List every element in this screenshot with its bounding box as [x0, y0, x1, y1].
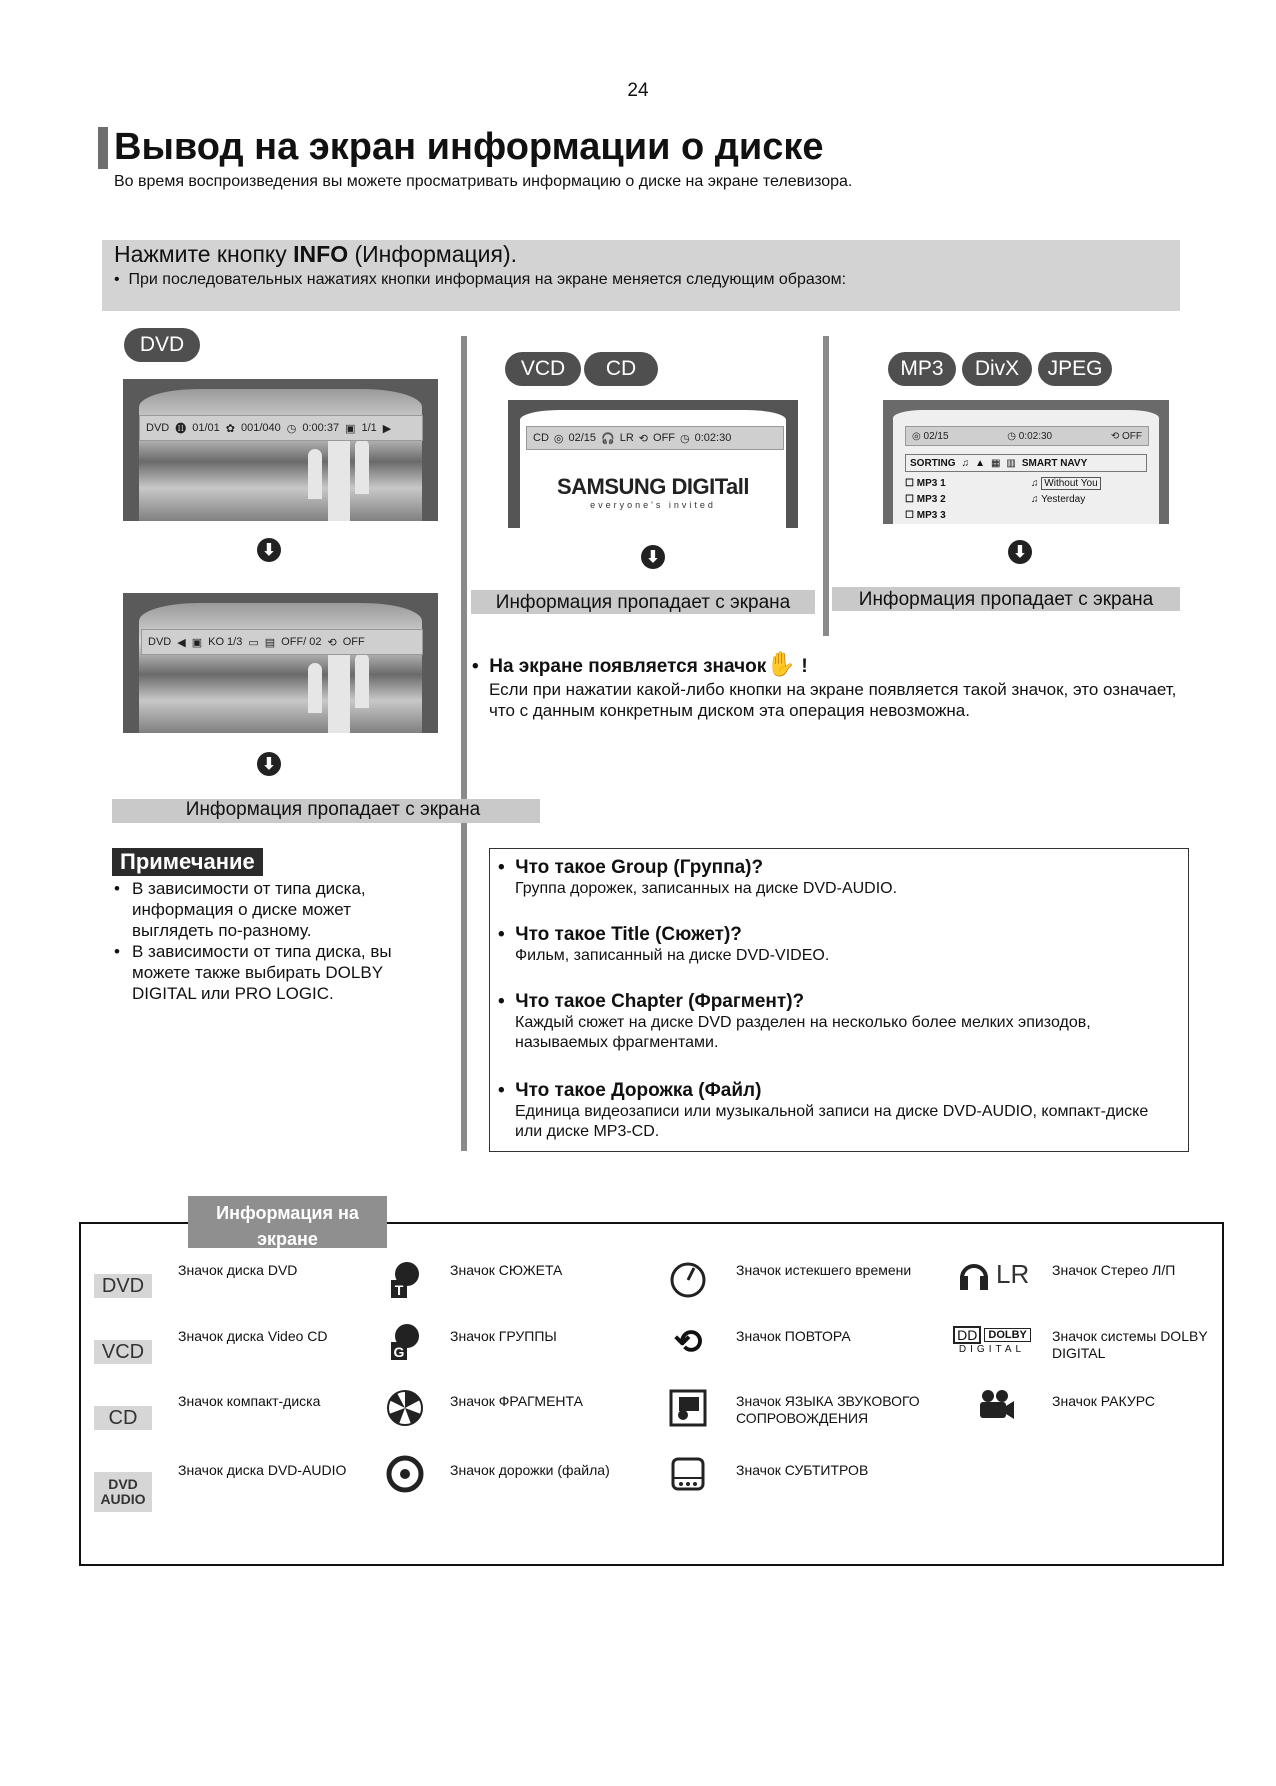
sorting-label: SORTING	[910, 457, 956, 469]
down-arrow-icon: ⬇	[257, 752, 281, 776]
definition-item	[498, 924, 1178, 966]
list-item[interactable]: ☐ MP3 3	[905, 508, 1015, 518]
dolby-digital-icon: ▭	[248, 636, 259, 649]
note-item	[114, 941, 424, 1004]
osd-repeat-group	[1111, 431, 1142, 442]
vcd-screen	[508, 400, 798, 528]
repeat-icon: ⟲	[1110, 430, 1120, 442]
dvd-screen-2	[123, 593, 438, 733]
osd-angle: 1/1	[361, 422, 377, 434]
info-heading-key: INFO	[293, 241, 349, 267]
file-name: MP3 1	[916, 478, 946, 489]
mp3-osd-bar	[905, 426, 1149, 446]
info-bullet: • При последовательных нажатиях кнопки информация на экране меняется следующим образом:	[114, 271, 847, 288]
mp3-song-list	[1031, 476, 1149, 508]
osd-disc: DVD	[148, 636, 172, 648]
bullet-icon: •	[114, 942, 120, 961]
list-item[interactable]: ♫ Yesterday	[1031, 494, 1086, 505]
sky-image	[139, 389, 422, 521]
column-divider-2	[823, 336, 829, 636]
subtitle-icon: ▤	[264, 636, 276, 649]
cactus-arm	[308, 663, 322, 713]
legend-label: Значок диска DVD	[178, 1262, 298, 1278]
track-icon	[385, 1454, 425, 1494]
legend-label: Значок ФРАГМЕНТА	[450, 1393, 583, 1409]
mp3-badge: MP3	[888, 352, 956, 386]
definition-question-text: Что такое Group (Группа)?	[515, 857, 764, 878]
dvd-osd-bar-1	[139, 415, 423, 441]
legend-label: Значок СЮЖЕТА	[450, 1262, 563, 1278]
subtitle-icon	[668, 1454, 708, 1494]
smart-navy-label[interactable]: SMART NAVY	[1021, 457, 1088, 469]
info-heading	[114, 241, 517, 268]
down-arrow-icon: ⬇	[257, 538, 281, 562]
cactus-arm	[355, 653, 369, 708]
dvd-screen-1	[123, 379, 438, 521]
osd-time: 0:02:30	[694, 432, 732, 444]
chapter-icon: ✿	[225, 422, 235, 435]
film-sort-icon[interactable]: ▦	[990, 457, 1001, 469]
osd-disc: DVD	[146, 422, 170, 434]
legend-label: Значок системы DOLBY DIGITAL	[1052, 1328, 1208, 1361]
osd-track: 02/15	[568, 432, 597, 444]
music-sort-icon[interactable]: ♫	[961, 457, 970, 469]
note-heading: Примечание	[112, 848, 263, 876]
dvd-disc-icon: DVD	[94, 1274, 152, 1298]
repeat-icon: ⟲	[673, 1323, 703, 1361]
file-name: MP3 3	[916, 510, 946, 518]
chapter-icon	[385, 1388, 425, 1428]
osd-track-group	[912, 431, 949, 442]
dvd-audio-disc-icon: DVD AUDIO	[94, 1472, 152, 1512]
mp3-sort-bar	[905, 454, 1147, 472]
track-icon: ◎	[912, 430, 921, 442]
title-icon: ⓫	[175, 423, 187, 435]
info-disappears-label: Информация пропадает с экрана	[832, 587, 1180, 611]
definition-answer: Каждый сюжет на диске DVD разделен на несколько более мелких эпизодов, называемых фрагментами.	[515, 1014, 1091, 1051]
page-number: 24	[627, 80, 649, 101]
samsung-brand: SAMSUNG DIGITall	[556, 474, 750, 499]
legend-label: Значок Стерео Л/П	[1052, 1262, 1176, 1278]
legend-label: Значок РАКУРС	[1052, 1393, 1155, 1409]
definition-question: • Что такое Дорожка (Файл)	[498, 1080, 762, 1101]
dvd-badge: DVD	[124, 328, 200, 362]
legend-label: Значок дорожки (файла)	[450, 1462, 610, 1478]
stereo-icon	[956, 1256, 1029, 1292]
stereo-icon-text: LR	[996, 1258, 1030, 1289]
samsung-logo	[538, 474, 768, 510]
osd-subtitle: OFF/ 02	[281, 636, 322, 648]
legend-label: Значок ПОВТОРА	[736, 1328, 851, 1344]
title-icon	[385, 1260, 425, 1300]
stereo-icon: 🎧	[601, 432, 615, 445]
info-disappears-label: Информация пропадает с экрана	[471, 590, 815, 614]
group-icon	[385, 1322, 425, 1362]
repeat-icon: ⟲	[327, 636, 337, 649]
definition-question: • Что такое Chapter (Фрагмент)?	[498, 991, 805, 1012]
cd-badge: CD	[584, 352, 658, 386]
song-name: Without You	[1041, 477, 1100, 490]
bullet-icon: •	[114, 879, 120, 898]
definition-question: • Что такое Title (Сюжет)?	[498, 924, 742, 945]
elapsed-time-icon: ◷	[286, 422, 297, 435]
repeat-icon: ⟲	[638, 432, 649, 445]
angle-icon	[976, 1386, 1016, 1426]
osd-audio: LR	[619, 432, 634, 444]
dvd-osd-bar-2	[141, 629, 423, 655]
hand-note-heading-text: На экране появляется значок	[489, 656, 767, 677]
definition-question: • Что такое Group (Группа)?	[498, 857, 764, 878]
elapsed-time-icon	[668, 1260, 708, 1300]
definition-question-text: Что такое Title (Сюжет)?	[515, 924, 742, 945]
all-sort-icon[interactable]: ▥	[1006, 457, 1016, 469]
legend-label: Значок истекшего времени	[736, 1262, 912, 1278]
list-item[interactable]: ☐ MP3 1	[905, 478, 946, 489]
file-name: MP3 2	[916, 494, 946, 505]
vcd-badge: VCD	[505, 352, 581, 386]
down-arrow-icon: ⬇	[1008, 540, 1032, 564]
osd-repeat: OFF	[342, 636, 365, 648]
osd-language: KO 1/3	[208, 636, 243, 648]
elapsed-time-icon: ◷	[680, 432, 690, 445]
legend-label: Значок диска Video CD	[178, 1328, 328, 1344]
svg-text:G: G	[393, 1344, 405, 1360]
column-divider-1	[461, 336, 467, 1151]
hand-note-body: Если при нажатии какой-либо кнопки на экране появляется такой значок, это означает, что с данным конкретным диском эта операция невозможна.	[489, 680, 1177, 720]
dolby-mark	[954, 1326, 1030, 1344]
vcd-osd-bar	[526, 426, 784, 450]
hand-icon-note	[472, 650, 1182, 721]
hand-icon: ✋	[766, 651, 797, 678]
legend-label: Значок диска DVD-AUDIO	[178, 1462, 347, 1478]
osd-chapter: 001/040	[240, 422, 281, 434]
dolby-digital-word: DIGITAL	[958, 1344, 1026, 1355]
definition-item	[498, 1080, 1178, 1142]
vcd-disc-icon: VCD	[94, 1340, 152, 1364]
osd-time: 0:02:30	[1018, 430, 1053, 442]
cd-disc-icon: CD	[94, 1406, 152, 1430]
definition-question-text: Что такое Chapter (Фрагмент)?	[515, 991, 805, 1012]
definition-answer: Единица видеозаписи или музыкальной записи на диске DVD-AUDIO, компакт-диске или диске MP3-CD.	[515, 1103, 1149, 1140]
note-list	[114, 878, 424, 1004]
sky-image	[139, 603, 422, 733]
down-arrow-icon: ⬇	[641, 545, 665, 569]
title-accent-bar	[98, 127, 108, 169]
info-bullet-text: При последовательных нажатиях кнопки информация на экране меняется следующим образом:	[128, 271, 847, 288]
mp3-file-list	[905, 476, 1015, 518]
osd-title: 01/01	[192, 422, 220, 434]
dolby-digital-icon	[954, 1326, 1030, 1355]
osd-repeat: OFF	[653, 432, 676, 444]
info-heading-pre: Нажмите кнопку	[114, 241, 294, 267]
info-disappears-label: Информация пропадает с экрана	[112, 799, 540, 823]
play-icon: ▶	[382, 422, 392, 435]
osd-time: 0:00:37	[302, 422, 340, 434]
osd-track: 02/15	[923, 430, 949, 442]
legend-tab: Информация на экране	[188, 1196, 387, 1248]
definition-answer: Фильм, записанный на диске DVD-VIDEO.	[515, 947, 830, 964]
song-name: Yesterday	[1041, 494, 1086, 505]
page-title: Вывод на экран информации о диске	[114, 126, 824, 168]
mp3-screen	[883, 400, 1169, 524]
samsung-tagline: everyone's invited	[590, 500, 716, 510]
definition-answer: Группа дорожек, записанных на диске DVD-AUDIO.	[515, 880, 898, 897]
dolby-word: DOLBY	[984, 1328, 1031, 1342]
left-arrow-icon: ◀	[177, 636, 186, 649]
dolby-dd-logo: DD	[953, 1326, 981, 1344]
note-item-text: В зависимости от типа диска, информация о диске может выглядеть по-разному.	[132, 879, 366, 940]
legend-label: Значок ЯЗЫКА ЗВУКОВОГО СОПРОВОЖДЕНИЯ	[736, 1393, 920, 1426]
divx-badge: DivX	[962, 352, 1032, 386]
note-item-text: В зависимости от типа диска, вы можете также выбирать DOLBY DIGITAL или PRO LOGIC.	[132, 942, 392, 1003]
svg-text:T: T	[394, 1282, 404, 1298]
hand-note-exclaim: !	[801, 656, 808, 677]
list-item[interactable]: ☐ MP3 2	[905, 494, 946, 505]
osd-time-group	[1007, 431, 1052, 442]
definition-item	[498, 857, 1178, 899]
legend-label: Значок компакт-диска	[178, 1393, 321, 1409]
elapsed-time-icon: ◷	[1007, 430, 1016, 442]
audio-language-icon	[668, 1388, 708, 1428]
note-item	[114, 878, 424, 941]
jpeg-badge: JPEG	[1038, 352, 1112, 386]
legend-label: Значок СУБТИТРОВ	[736, 1462, 869, 1478]
osd-repeat: OFF	[1121, 430, 1142, 442]
legend-label: Значок ГРУППЫ	[450, 1328, 557, 1344]
cactus-arm	[308, 449, 322, 499]
hand-note-heading: • На экране появляется значок✋ !	[472, 651, 808, 678]
page-subtitle: Во время воспроизведения вы можете просматривать информацию о диске на экране телевизора.	[114, 173, 853, 190]
list-item[interactable]: ♫ Without You	[1031, 476, 1149, 492]
cactus-arm	[355, 439, 369, 494]
definition-item	[498, 991, 1178, 1053]
person-sort-icon[interactable]: ▲	[975, 457, 985, 469]
osd-disc: CD	[533, 432, 549, 444]
audio-language-icon: ▣	[191, 636, 203, 649]
track-icon: ◎	[553, 432, 564, 445]
angle-icon: ▣	[345, 422, 356, 435]
info-heading-post: (Информация).	[348, 241, 518, 267]
definition-question-text: Что такое Дорожка (Файл)	[515, 1080, 762, 1101]
